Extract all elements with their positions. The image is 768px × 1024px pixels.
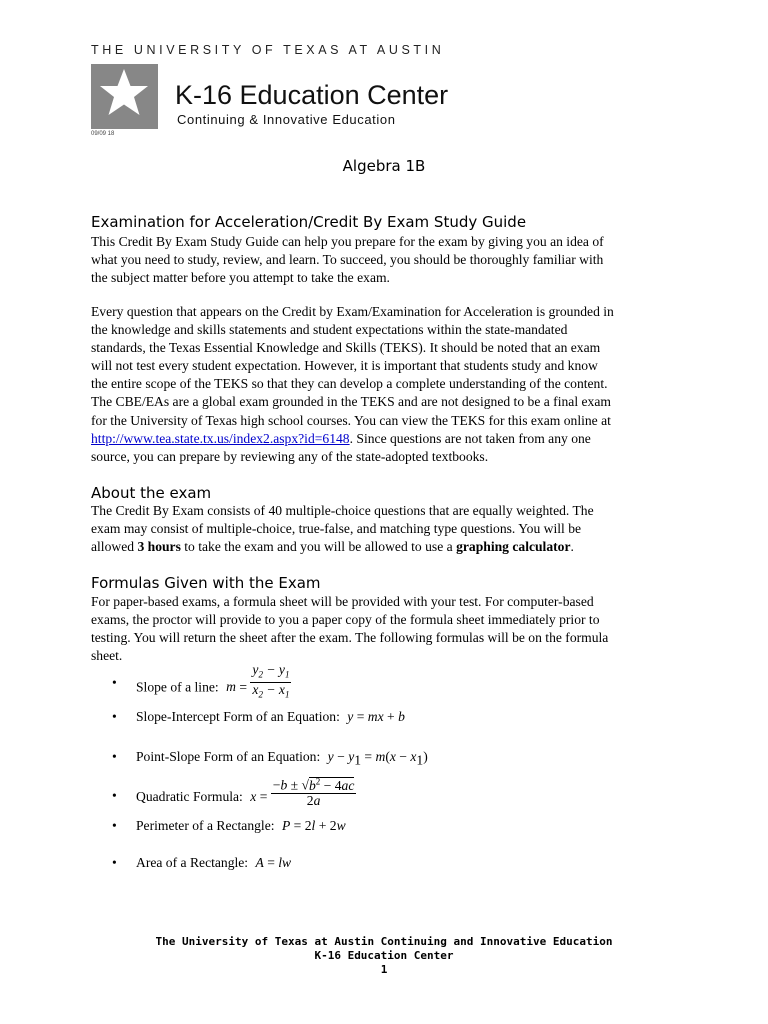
quadratic-fraction: $\frac{-b \pm √b^2 - 4ac}{2a}$ <box>272 776 355 808</box>
about-heading: About the exam <box>91 484 212 502</box>
intro-heading: Examination for Acceleration/Credit By Exam Study Guide <box>91 213 527 231</box>
teks-link[interactable]: http://www.tea.state.tx.us/index2.aspx?id=6148 <box>91 430 350 446</box>
slope-fraction: $\frac{y_2 - y_1}{x_2 - x_1}$ <box>252 662 290 700</box>
star-icon <box>91 64 158 129</box>
center-subtitle: Continuing & Innovative Education <box>177 112 396 127</box>
document-title: Algebra 1B <box>342 157 426 175</box>
about-paragraph: The Credit By Exam consists of 40 multiple-choice questions that are equally weighted. The exam may consist of multiple-choice, true-false, and matching type questions. You will be allowed 3 hours to take the exam and you will be allowed to use a graphing calculator. <box>91 503 594 555</box>
formulas-paragraph: For paper-based exams, a formula sheet will be provided with your test. For computer-based exams, the proctor will provide to you a paper copy of the formula sheet immediately prior to testing. You will return the sheet after the exam. The following formulas will be on the formula sheet. <box>91 594 609 664</box>
footer-center: K-16 Education Center <box>314 949 454 962</box>
intro-paragraph-1: This Credit By Exam Study Guide can help you prepare for the exam by giving you an idea of what you need to study, review, and learn. To succeed, you should be thoroughly familiar with the subject matter before you attempt to take the exam. <box>91 234 604 286</box>
center-name: K-16 Education Center <box>175 80 449 110</box>
intro-paragraph-2: Every question that appears on the Credit by Exam/Examination for Acceleration is grounded in the knowledge and skills statements and student expectations within the state-mandated standards, the Texas Essential Knowledge and Skills (TEKS). It should be noted that an exam will not test every student expectation. However, it is important that students study and know the entire scope of the TEKS so that they can develop a complete understanding of the content. The CBE/EAs are a global exam grounded in the TEKS and are not designed to be a final exam for the University of Texas high school courses. You can view the TEKS for this exam online at http://www.tea.state.tx.us/index2.aspx?id=6148. Since questions are not taken from any one source, you can prepare by reviewing any of the state-adopted textbooks. <box>91 304 614 464</box>
ut-star-logo <box>91 64 158 129</box>
formulas-heading: Formulas Given with the Exam <box>91 574 321 592</box>
logo-code: 09/09 18 <box>91 131 115 137</box>
university-name: THE UNIVERSITY OF TEXAS AT AUSTIN <box>91 43 445 57</box>
page-number: 1 <box>380 963 388 976</box>
footer-institution: The University of Texas at Austin Continuing and Innovative Education <box>155 935 613 948</box>
